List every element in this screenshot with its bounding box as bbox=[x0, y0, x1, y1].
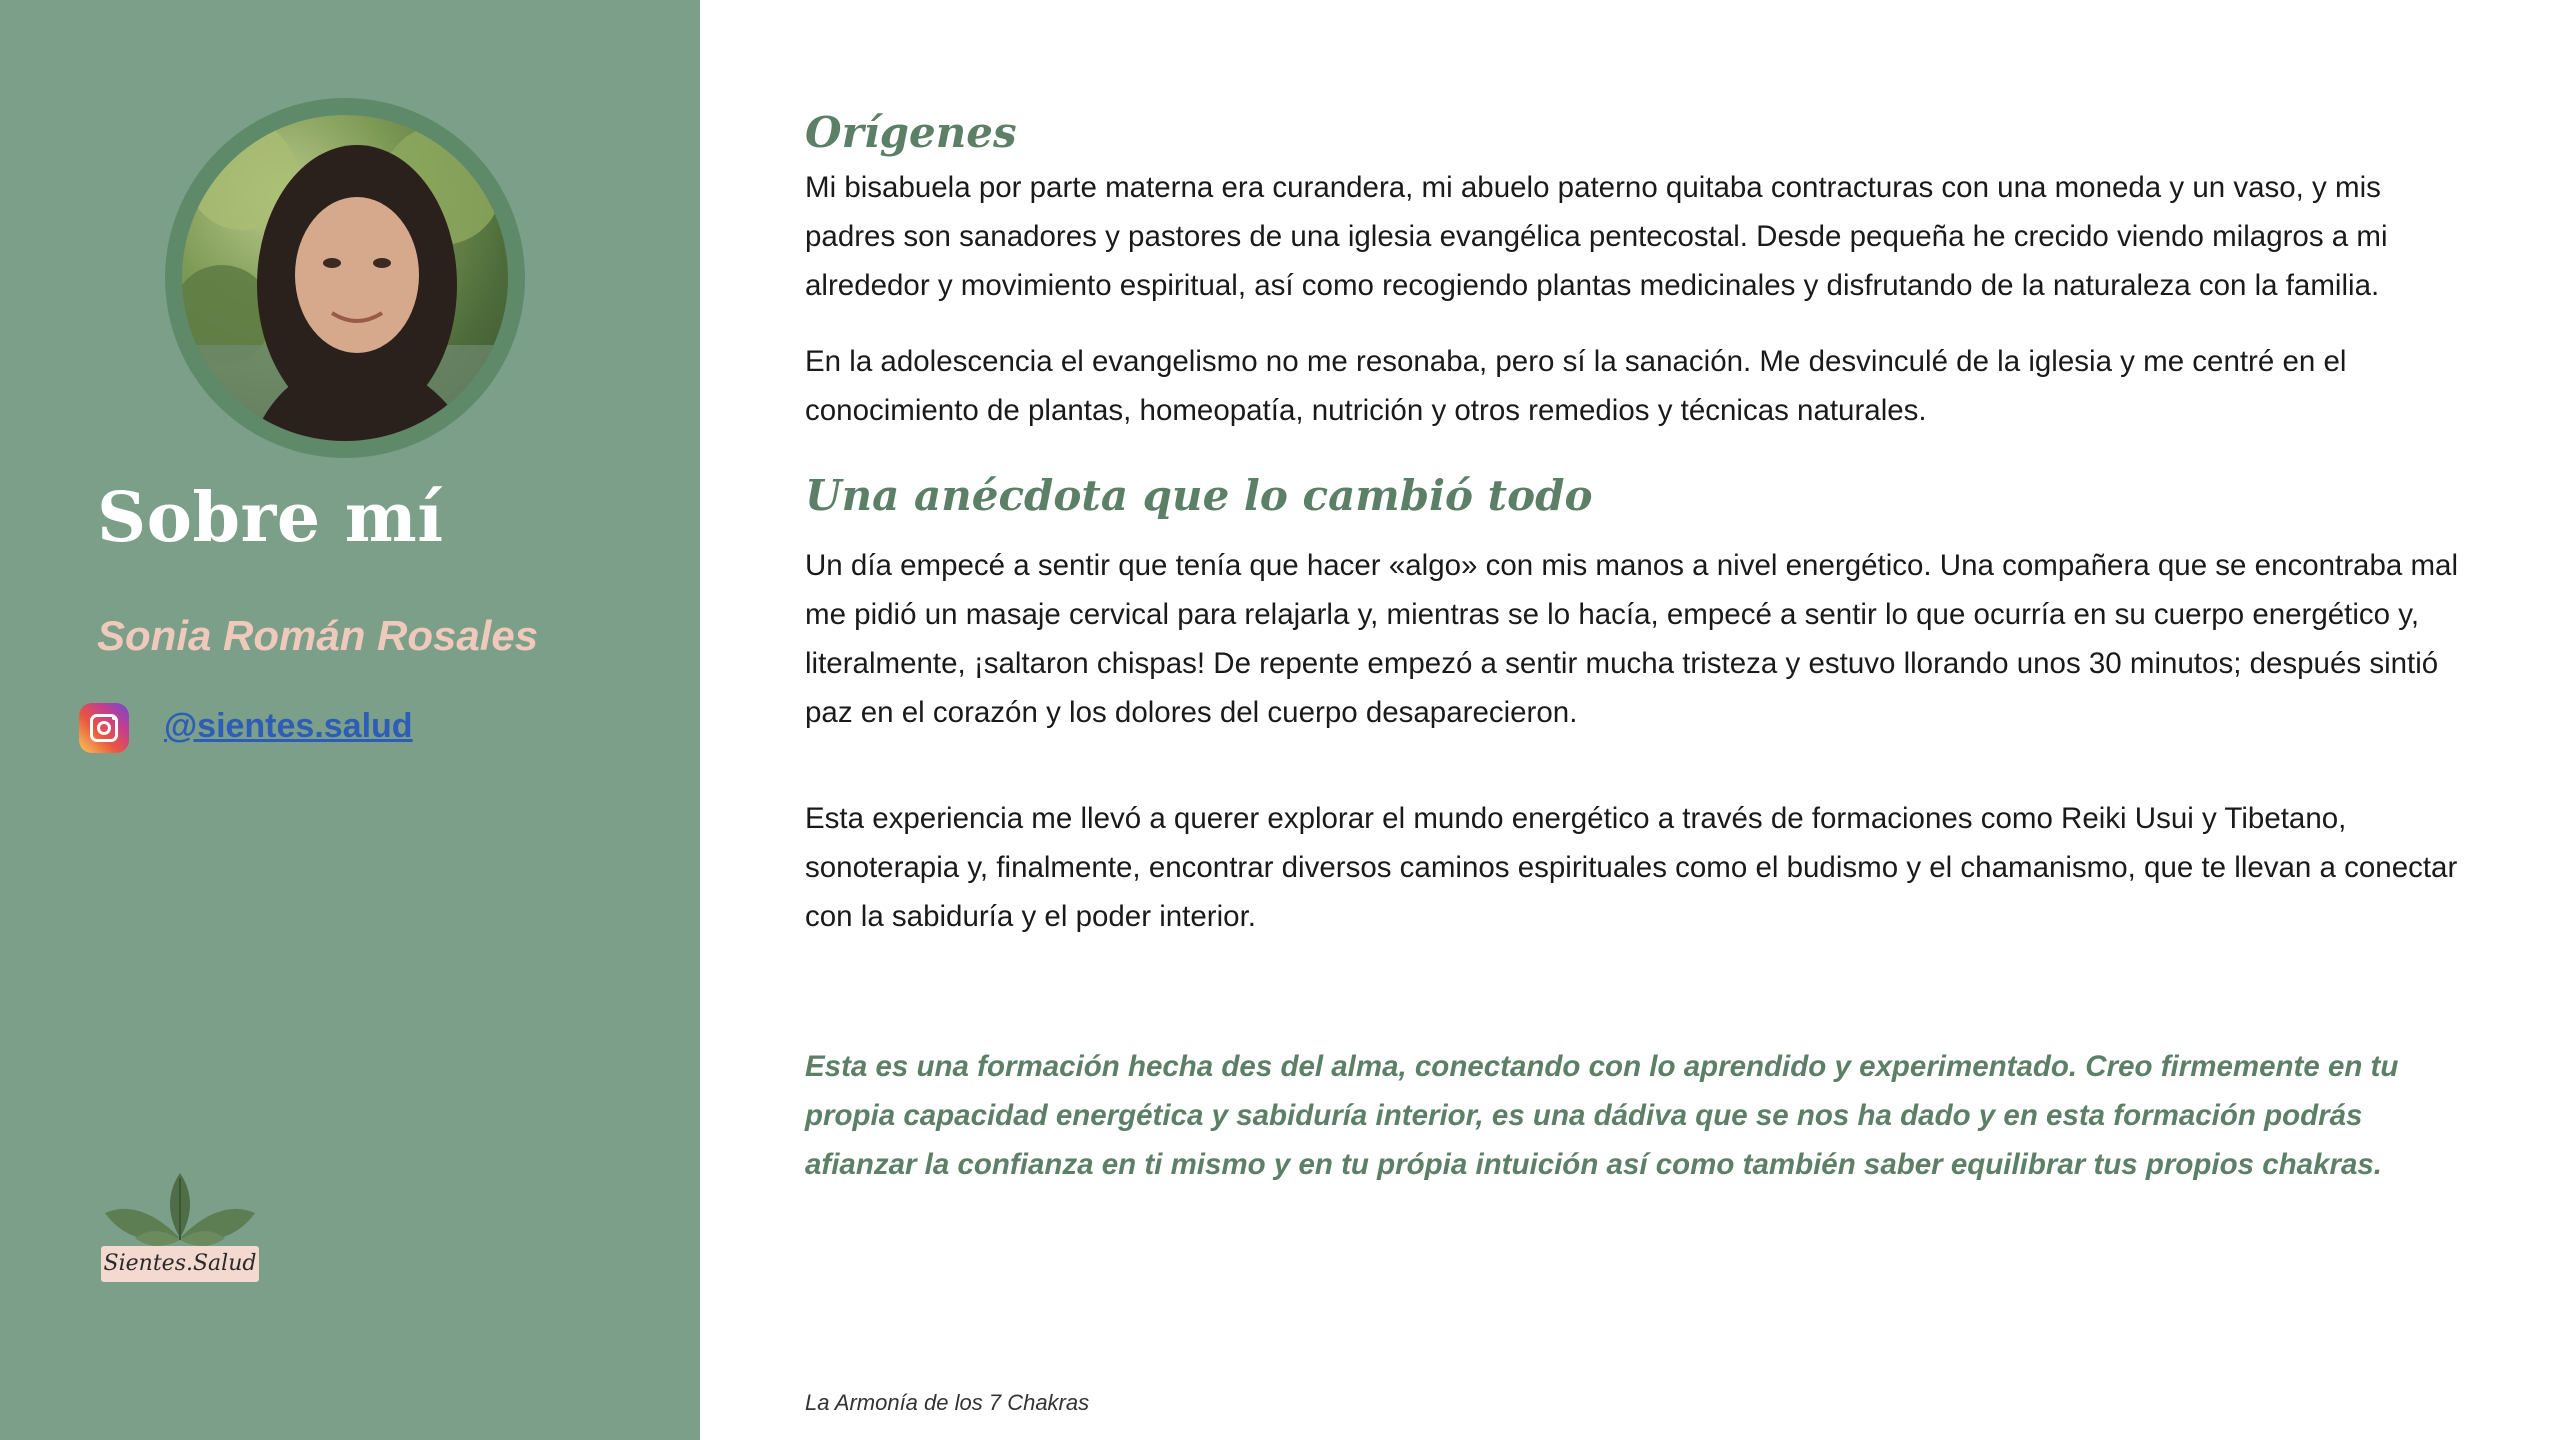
instagram-icon-lens bbox=[97, 721, 111, 735]
leaf-logo-icon bbox=[95, 1168, 265, 1258]
paragraph: En la adolescencia el evangelismo no me resonaba, pero sí la sanación. Me desvinculé de la iglesia y me centré en el conocimiento de plantas, homeopatía, nutrición y otros remedios y técnicas naturales. bbox=[805, 345, 2347, 427]
paragraph: Esta experiencia me llevó a querer explorar el mundo energético a través de formaciones como Reiki Usui y Tibetano, sonoterapia y, finalmente, encontrar diversos caminos espirituales como el budismo y el chamanismo, que te llevan a conectar con la sabiduría y el poder interior. bbox=[805, 802, 2458, 933]
footer-text: La Armonía de los 7 Chakras bbox=[805, 1390, 1090, 1415]
brand-logo bbox=[95, 1168, 265, 1288]
avatar bbox=[182, 115, 508, 441]
paragraph: Mi bisabuela por parte materna era curandera, mi abuelo paterno quitaba contracturas con una moneda y un vaso, y mis padres son sanadores y pastores de una iglesia evangélica pentecostal. Desde pequeña he crecido viendo milagros a mi alrededor y movimiento espiritual, así como recogiendo plantas medicinales y disfrutando de la naturaleza con la familia. bbox=[805, 171, 2388, 302]
instagram-icon-dot bbox=[112, 716, 116, 720]
sidebar bbox=[0, 0, 700, 1440]
avatar-portrait bbox=[182, 115, 508, 441]
paragraph: Un día empecé a sentir que tenía que hacer «algo» con mis manos a nivel energético. Una compañera que se encontraba mal me pidió un masaje cervical para relajarla y, mientras se lo hacía, empecé a sentir lo que ocurría en su cuerpo energético y, literalmente, ¡saltaron chispas! De repente empezó a sentir mucha tristeza y estuvo llorando unos 30 minutos; después sintió paz en el corazón y los dolores del cuerpo desaparecieron. bbox=[805, 549, 2459, 729]
author-name: Sonia Román Rosales bbox=[97, 612, 539, 659]
instagram-link[interactable]: @sientes.salud bbox=[164, 707, 413, 745]
logo-label: Sientes.Salud bbox=[101, 1246, 259, 1282]
page-title: Sobre mí bbox=[97, 478, 444, 558]
section-heading-origenes: Orígenes bbox=[805, 108, 1017, 157]
main-content bbox=[805, 108, 2465, 1189]
instagram-icon[interactable] bbox=[79, 703, 129, 753]
avatar-ring bbox=[165, 98, 525, 458]
closing-quote: Esta es una formación hecha des del alma, conectando con lo aprendido y experimentado. Creo firmemente en tu propia capacidad energética y sabiduría interior, es una dádiva que se nos ha dado y en esta formación podrás afianzar la confianza en ti mismo y en tu própia intuición así como también saber equilibrar tus propios chakras. bbox=[805, 1050, 2399, 1181]
section-heading-anecdota: Una anécdota que lo cambió todo bbox=[805, 471, 1593, 520]
